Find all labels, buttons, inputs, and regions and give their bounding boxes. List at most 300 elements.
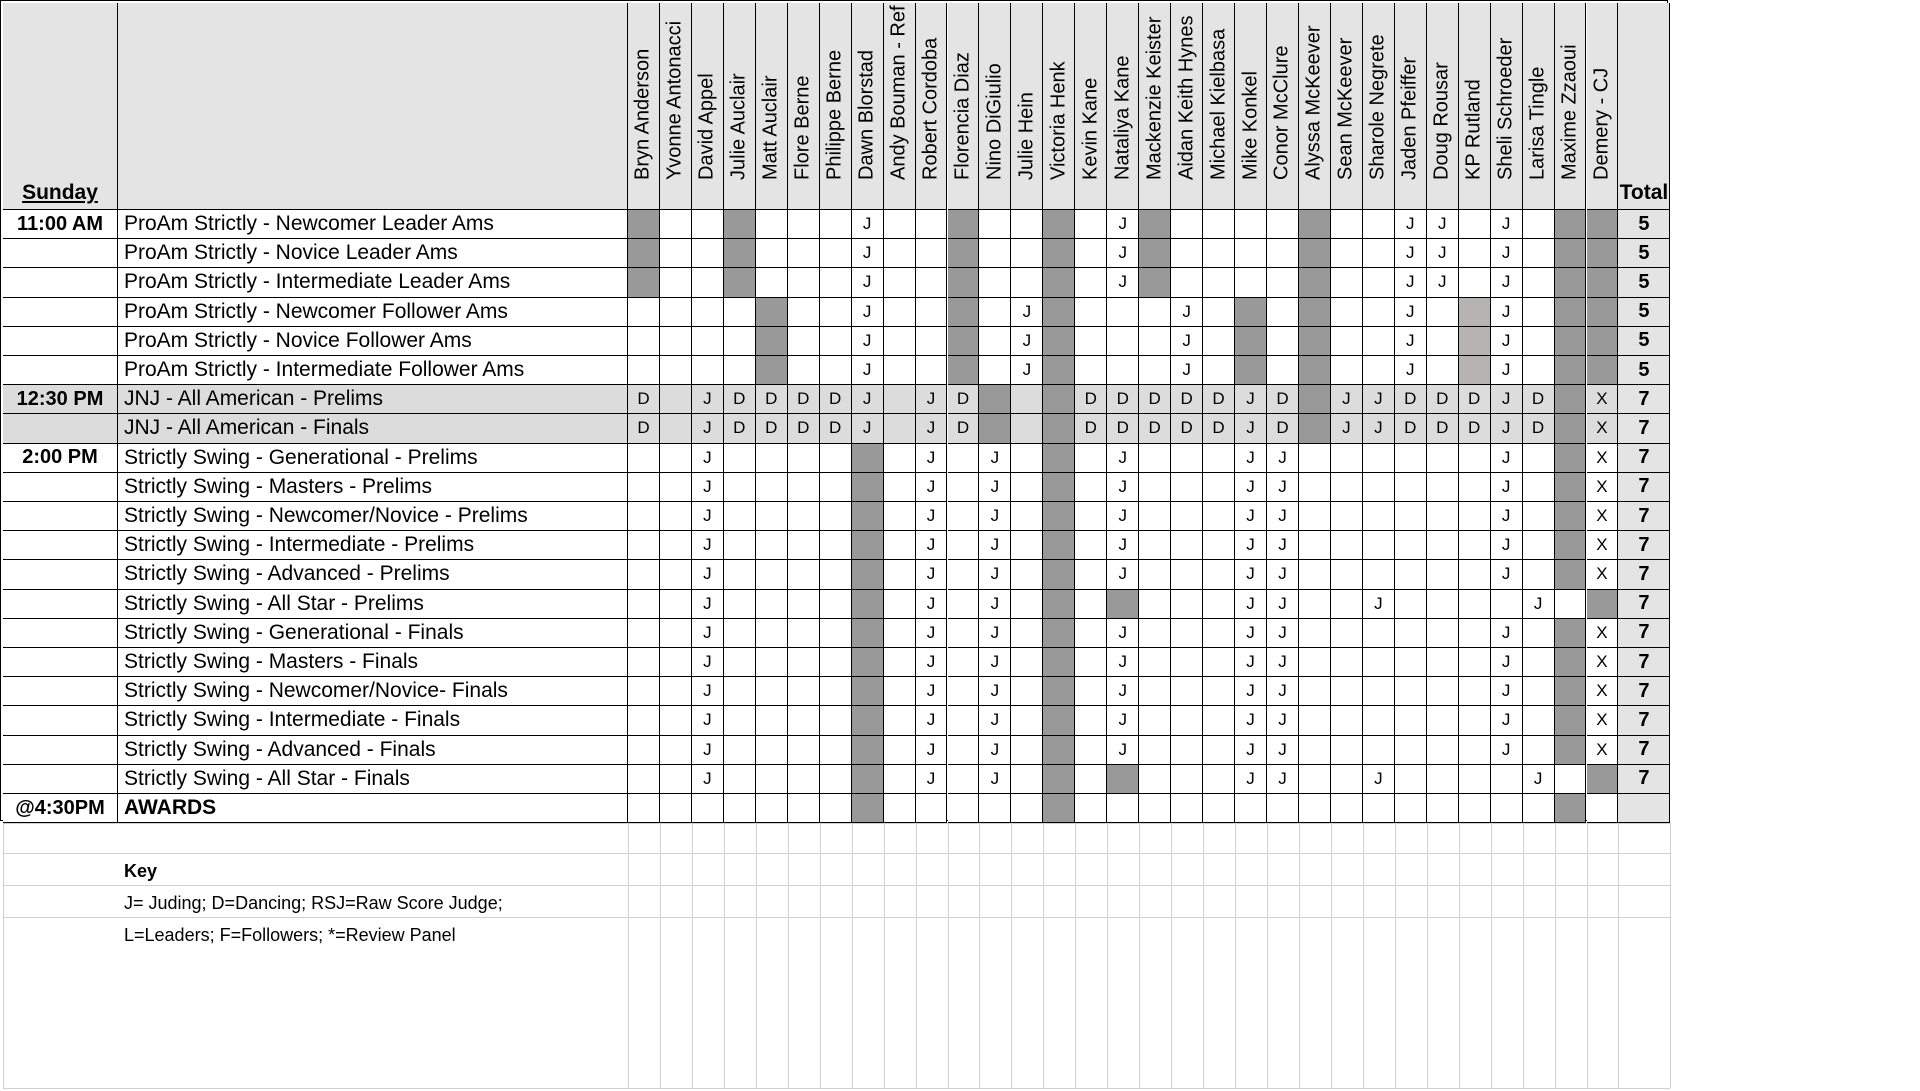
row-judge-cell: J bbox=[1491, 356, 1523, 385]
row-judge-cell: J bbox=[916, 444, 948, 473]
judge-name: Yvonne Antonacci bbox=[663, 20, 686, 180]
row-judge-cell: J bbox=[979, 765, 1011, 794]
row-judge-cell bbox=[1459, 210, 1491, 239]
row-total: 7 bbox=[1618, 385, 1670, 414]
row-judge-cell bbox=[788, 531, 820, 560]
row-time bbox=[3, 765, 118, 794]
row-judge-cell bbox=[1363, 210, 1395, 239]
row-judge-cell: D bbox=[1427, 385, 1459, 414]
row-judge-cell: J bbox=[852, 268, 884, 297]
row-judge-cell bbox=[979, 794, 1011, 823]
row-judge-cell bbox=[948, 794, 980, 823]
row-judge-cell: J bbox=[1491, 327, 1523, 356]
total-label: Total bbox=[1619, 181, 1669, 204]
row-judge-cell: J bbox=[1331, 385, 1363, 414]
judge-header bbox=[1427, 3, 1459, 210]
row-judge-cell bbox=[756, 298, 788, 327]
row-judge-cell: J bbox=[1107, 473, 1139, 502]
row-judge-cell bbox=[884, 706, 916, 735]
row-judge-cell bbox=[1331, 239, 1363, 268]
row-event: Strictly Swing - Masters - Prelims bbox=[118, 473, 628, 502]
row-judge-cell bbox=[948, 502, 980, 531]
row-judge-cell: J bbox=[916, 590, 948, 619]
row-judge-cell: J bbox=[1107, 619, 1139, 648]
row-event: ProAm Strictly - Novice Leader Ams bbox=[118, 239, 628, 268]
row-judge-cell bbox=[1523, 794, 1555, 823]
row-judge-cell bbox=[979, 356, 1011, 385]
row-judge-cell: J bbox=[916, 502, 948, 531]
row-judge-cell: J bbox=[1107, 268, 1139, 297]
row-judge-cell bbox=[628, 268, 660, 297]
row-time bbox=[3, 706, 118, 735]
row-judge-cell bbox=[1555, 706, 1587, 735]
row-judge-cell: D bbox=[1203, 414, 1235, 443]
row-judge-cell bbox=[724, 268, 756, 297]
row-judge-cell bbox=[1587, 268, 1619, 297]
row-judge-cell bbox=[1331, 502, 1363, 531]
row-judge-cell: J bbox=[1107, 444, 1139, 473]
judge-name: Michael Kielbasa bbox=[1207, 28, 1230, 180]
row-judge-cell bbox=[1171, 210, 1203, 239]
row-judge-cell bbox=[820, 677, 852, 706]
row-judge-cell bbox=[1331, 677, 1363, 706]
row-judge-cell bbox=[1043, 210, 1075, 239]
row-judge-cell bbox=[1555, 444, 1587, 473]
row-judge-cell: D bbox=[1171, 414, 1203, 443]
row-judge-cell bbox=[1011, 385, 1043, 414]
row-judge-cell bbox=[1587, 590, 1619, 619]
row-judge-cell: J bbox=[1427, 268, 1459, 297]
row-judge-cell bbox=[979, 385, 1011, 414]
row-judge-cell bbox=[1459, 677, 1491, 706]
row-judge-cell bbox=[1011, 619, 1043, 648]
row-judge-cell: J bbox=[852, 385, 884, 414]
row-judge-cell bbox=[852, 765, 884, 794]
row-judge-cell bbox=[1203, 765, 1235, 794]
row-judge-cell bbox=[1139, 210, 1171, 239]
row-judge-cell bbox=[852, 444, 884, 473]
row-judge-cell bbox=[884, 765, 916, 794]
row-judge-cell bbox=[1011, 531, 1043, 560]
judge-name: Larisa Tingle bbox=[1526, 66, 1549, 180]
row-judge-cell bbox=[660, 794, 692, 823]
row-judge-cell bbox=[852, 473, 884, 502]
row-judge-cell bbox=[884, 327, 916, 356]
row-judge-cell bbox=[1171, 648, 1203, 677]
row-event: Strictly Swing - All Star - Prelims bbox=[118, 590, 628, 619]
row-judge-cell bbox=[788, 765, 820, 794]
row-judge-cell bbox=[1043, 502, 1075, 531]
row-judge-cell bbox=[1267, 356, 1299, 385]
row-judge-cell: X bbox=[1587, 531, 1619, 560]
row-judge-cell bbox=[788, 502, 820, 531]
judge-name: Doug Rousar bbox=[1430, 62, 1453, 180]
row-judge-cell bbox=[1395, 677, 1427, 706]
row-judge-cell bbox=[820, 327, 852, 356]
row-judge-cell bbox=[1555, 765, 1587, 794]
row-judge-cell: D bbox=[1459, 414, 1491, 443]
row-judge-cell bbox=[1267, 268, 1299, 297]
judge-header bbox=[1107, 3, 1139, 210]
row-judge-cell bbox=[820, 531, 852, 560]
judge-header bbox=[1331, 3, 1363, 210]
row-judge-cell bbox=[660, 648, 692, 677]
row-judge-cell bbox=[1555, 619, 1587, 648]
row-judge-cell bbox=[884, 794, 916, 823]
judge-name: Dawn Blorstad bbox=[855, 49, 878, 180]
row-judge-cell bbox=[1395, 706, 1427, 735]
row-judge-cell bbox=[884, 239, 916, 268]
key-title: Key bbox=[124, 861, 158, 882]
grid-line bbox=[3, 823, 1670, 824]
judge-name: Mike Konkel bbox=[1239, 71, 1262, 180]
row-judge-cell bbox=[1107, 794, 1139, 823]
row-judge-cell bbox=[1139, 560, 1171, 589]
row-judge-cell bbox=[724, 473, 756, 502]
row-judge-cell bbox=[724, 706, 756, 735]
row-judge-cell bbox=[1459, 619, 1491, 648]
grid-line bbox=[628, 823, 629, 1088]
row-judge-cell bbox=[1075, 736, 1107, 765]
row-judge-cell bbox=[1203, 473, 1235, 502]
row-judge-cell bbox=[1139, 794, 1171, 823]
row-judge-cell bbox=[852, 590, 884, 619]
key-line-1: J= Juding; D=Dancing; RSJ=Raw Score Judge; bbox=[124, 893, 503, 914]
row-judge-cell bbox=[884, 648, 916, 677]
row-judge-cell: J bbox=[1491, 268, 1523, 297]
row-total: 7 bbox=[1618, 706, 1670, 735]
judge-name: Victoria Henk bbox=[1047, 61, 1070, 180]
row-judge-cell bbox=[788, 677, 820, 706]
row-judge-cell bbox=[1235, 327, 1267, 356]
judge-header bbox=[1075, 3, 1107, 210]
row-judge-cell bbox=[1139, 590, 1171, 619]
row-judge-cell bbox=[1427, 298, 1459, 327]
row-judge-cell bbox=[1427, 765, 1459, 794]
row-judge-cell bbox=[1075, 560, 1107, 589]
row-judge-cell bbox=[1075, 268, 1107, 297]
row-judge-cell bbox=[1523, 210, 1555, 239]
row-judge-cell bbox=[1139, 765, 1171, 794]
row-judge-cell bbox=[756, 736, 788, 765]
row-judge-cell bbox=[1363, 268, 1395, 297]
row-judge-cell bbox=[1459, 590, 1491, 619]
row-judge-cell bbox=[756, 648, 788, 677]
row-judge-cell bbox=[1299, 736, 1331, 765]
row-judge-cell: J bbox=[1235, 765, 1267, 794]
row-judge-cell bbox=[756, 706, 788, 735]
row-judge-cell: J bbox=[852, 356, 884, 385]
row-judge-cell bbox=[948, 210, 980, 239]
row-judge-cell: D bbox=[1107, 385, 1139, 414]
judge-name: Maxime Zzaoui bbox=[1558, 44, 1581, 180]
row-judge-cell bbox=[1427, 794, 1459, 823]
judge-name: Alyssa McKeever bbox=[1302, 25, 1325, 180]
row-judge-cell bbox=[1235, 268, 1267, 297]
row-judge-cell bbox=[1459, 794, 1491, 823]
row-judge-cell bbox=[948, 327, 980, 356]
row-judge-cell bbox=[660, 473, 692, 502]
row-judge-cell bbox=[756, 239, 788, 268]
row-judge-cell bbox=[660, 268, 692, 297]
grid-line bbox=[756, 823, 757, 1088]
grid-line bbox=[1395, 823, 1396, 1088]
row-judge-cell bbox=[1171, 560, 1203, 589]
row-judge-cell bbox=[1171, 677, 1203, 706]
row-judge-cell bbox=[979, 327, 1011, 356]
row-judge-cell bbox=[820, 706, 852, 735]
row-judge-cell bbox=[1427, 706, 1459, 735]
judge-header bbox=[1235, 3, 1267, 210]
row-judge-cell bbox=[1043, 619, 1075, 648]
row-judge-cell bbox=[1043, 765, 1075, 794]
row-judge-cell bbox=[1075, 531, 1107, 560]
judge-header bbox=[884, 3, 916, 210]
row-judge-cell bbox=[948, 268, 980, 297]
row-judge-cell: D bbox=[948, 385, 980, 414]
row-judge-cell bbox=[1075, 502, 1107, 531]
row-judge-cell bbox=[979, 239, 1011, 268]
row-judge-cell bbox=[948, 648, 980, 677]
header-total-cell bbox=[1618, 3, 1670, 210]
row-judge-cell bbox=[1363, 502, 1395, 531]
row-judge-cell bbox=[1555, 531, 1587, 560]
row-time bbox=[3, 239, 118, 268]
row-event: JNJ - All American - Prelims bbox=[118, 385, 628, 414]
judge-name: Jaden Pfeiffer bbox=[1398, 56, 1421, 180]
row-total: 7 bbox=[1618, 736, 1670, 765]
row-judge-cell: J bbox=[979, 473, 1011, 502]
row-judge-cell bbox=[948, 239, 980, 268]
row-event: ProAm Strictly - Novice Follower Ams bbox=[118, 327, 628, 356]
row-judge-cell bbox=[820, 765, 852, 794]
judge-name: Julie Auclair bbox=[727, 73, 750, 180]
row-judge-cell bbox=[1331, 619, 1363, 648]
row-judge-cell bbox=[916, 356, 948, 385]
row-judge-cell: X bbox=[1587, 560, 1619, 589]
row-judge-cell bbox=[1331, 706, 1363, 735]
grid-line bbox=[1075, 823, 1076, 1088]
row-judge-cell bbox=[1555, 414, 1587, 443]
row-judge-cell: J bbox=[692, 677, 724, 706]
grid-line bbox=[852, 823, 853, 1088]
row-judge-cell bbox=[660, 560, 692, 589]
judge-name: Flore Berne bbox=[791, 75, 814, 180]
header-event-cell bbox=[118, 3, 628, 210]
row-judge-cell bbox=[1203, 560, 1235, 589]
row-judge-cell bbox=[1203, 210, 1235, 239]
row-judge-cell: J bbox=[1523, 765, 1555, 794]
row-judge-cell: J bbox=[1107, 706, 1139, 735]
row-judge-cell bbox=[1427, 502, 1459, 531]
row-judge-cell bbox=[1171, 239, 1203, 268]
row-judge-cell bbox=[979, 298, 1011, 327]
row-event: Strictly Swing - Advanced - Prelims bbox=[118, 560, 628, 589]
row-judge-cell bbox=[884, 531, 916, 560]
row-judge-cell bbox=[1459, 502, 1491, 531]
row-judge-cell bbox=[1427, 590, 1459, 619]
row-judge-cell bbox=[1203, 677, 1235, 706]
row-judge-cell bbox=[1299, 239, 1331, 268]
row-judge-cell bbox=[1139, 239, 1171, 268]
row-judge-cell: D bbox=[1427, 414, 1459, 443]
row-event: ProAm Strictly - Intermediate Follower Ams bbox=[118, 356, 628, 385]
row-total: 7 bbox=[1618, 502, 1670, 531]
row-judge-cell bbox=[852, 531, 884, 560]
grid-line bbox=[1267, 823, 1268, 1088]
judge-header bbox=[1171, 3, 1203, 210]
row-judge-cell bbox=[756, 677, 788, 706]
row-judge-cell: J bbox=[1267, 619, 1299, 648]
row-judge-cell bbox=[1555, 356, 1587, 385]
row-event: ProAm Strictly - Newcomer Follower Ams bbox=[118, 298, 628, 327]
row-event: AWARDS bbox=[118, 794, 628, 823]
row-judge-cell bbox=[1587, 765, 1619, 794]
row-judge-cell bbox=[692, 327, 724, 356]
row-judge-cell bbox=[1139, 298, 1171, 327]
row-judge-cell: J bbox=[1491, 736, 1523, 765]
row-judge-cell bbox=[1011, 560, 1043, 589]
row-judge-cell bbox=[628, 502, 660, 531]
row-judge-cell bbox=[1043, 239, 1075, 268]
row-judge-cell bbox=[1299, 706, 1331, 735]
grid-line bbox=[1043, 823, 1044, 1088]
row-judge-cell: J bbox=[1491, 502, 1523, 531]
grid-line bbox=[724, 823, 725, 1088]
grid-line bbox=[3, 853, 1670, 854]
row-judge-cell: J bbox=[979, 619, 1011, 648]
row-judge-cell bbox=[692, 239, 724, 268]
row-judge-cell bbox=[1203, 736, 1235, 765]
row-judge-cell: X bbox=[1587, 619, 1619, 648]
row-judge-cell bbox=[1299, 473, 1331, 502]
row-time bbox=[3, 298, 118, 327]
row-judge-cell: J bbox=[1235, 677, 1267, 706]
row-judge-cell bbox=[1011, 239, 1043, 268]
judge-name: Aidan Keith Hynes bbox=[1175, 15, 1198, 180]
row-time: 2:00 PM bbox=[3, 444, 118, 473]
row-judge-cell bbox=[1363, 473, 1395, 502]
row-judge-cell: J bbox=[692, 648, 724, 677]
row-judge-cell bbox=[1459, 327, 1491, 356]
row-judge-cell bbox=[1459, 356, 1491, 385]
row-judge-cell bbox=[1587, 239, 1619, 268]
row-judge-cell: D bbox=[1395, 385, 1427, 414]
row-judge-cell bbox=[1011, 736, 1043, 765]
judge-header bbox=[660, 3, 692, 210]
row-judge-cell bbox=[628, 560, 660, 589]
row-total: 7 bbox=[1618, 590, 1670, 619]
row-judge-cell: J bbox=[692, 414, 724, 443]
row-judge-cell: J bbox=[916, 677, 948, 706]
row-judge-cell bbox=[820, 502, 852, 531]
row-judge-cell bbox=[628, 356, 660, 385]
row-judge-cell bbox=[1427, 560, 1459, 589]
row-total: 7 bbox=[1618, 531, 1670, 560]
judge-header bbox=[1043, 3, 1075, 210]
row-judge-cell bbox=[820, 210, 852, 239]
row-judge-cell bbox=[1171, 794, 1203, 823]
row-judge-cell bbox=[788, 210, 820, 239]
row-event: Strictly Swing - Generational - Finals bbox=[118, 619, 628, 648]
row-judge-cell bbox=[660, 327, 692, 356]
row-judge-cell: J bbox=[1107, 239, 1139, 268]
row-judge-cell: J bbox=[1363, 765, 1395, 794]
row-judge-cell bbox=[1171, 531, 1203, 560]
row-judge-cell bbox=[1523, 268, 1555, 297]
row-judge-cell: J bbox=[1331, 414, 1363, 443]
row-judge-cell bbox=[1011, 444, 1043, 473]
row-judge-cell: J bbox=[692, 502, 724, 531]
row-judge-cell bbox=[1363, 327, 1395, 356]
row-judge-cell bbox=[820, 794, 852, 823]
row-judge-cell: J bbox=[1491, 619, 1523, 648]
row-judge-cell: J bbox=[979, 502, 1011, 531]
row-judge-cell bbox=[1523, 531, 1555, 560]
grid-line bbox=[1670, 823, 1671, 1088]
row-judge-cell: J bbox=[1491, 385, 1523, 414]
row-judge-cell bbox=[1555, 590, 1587, 619]
row-judge-cell bbox=[1459, 444, 1491, 473]
row-judge-cell: D bbox=[820, 414, 852, 443]
row-judge-cell: X bbox=[1587, 706, 1619, 735]
row-judge-cell bbox=[1075, 239, 1107, 268]
row-judge-cell: D bbox=[1203, 385, 1235, 414]
judge-name: Conor McClure bbox=[1270, 45, 1293, 180]
row-judge-cell bbox=[852, 560, 884, 589]
row-judge-cell bbox=[1523, 677, 1555, 706]
row-judge-cell bbox=[1043, 677, 1075, 706]
row-judge-cell bbox=[916, 327, 948, 356]
row-judge-cell: J bbox=[852, 414, 884, 443]
row-judge-cell bbox=[1395, 502, 1427, 531]
row-judge-cell: J bbox=[1523, 590, 1555, 619]
grid-line bbox=[1523, 823, 1524, 1088]
judge-header bbox=[1491, 3, 1523, 210]
row-judge-cell bbox=[1075, 298, 1107, 327]
row-judge-cell bbox=[756, 619, 788, 648]
row-judge-cell bbox=[1331, 736, 1363, 765]
row-event: Strictly Swing - Intermediate - Finals bbox=[118, 706, 628, 735]
row-judge-cell bbox=[1075, 794, 1107, 823]
row-judge-cell bbox=[1203, 619, 1235, 648]
row-judge-cell bbox=[1011, 414, 1043, 443]
row-judge-cell bbox=[628, 677, 660, 706]
row-judge-cell bbox=[1011, 706, 1043, 735]
row-judge-cell: X bbox=[1587, 444, 1619, 473]
grid-line bbox=[1618, 823, 1619, 1088]
row-judge-cell bbox=[1395, 473, 1427, 502]
row-judge-cell bbox=[1171, 590, 1203, 619]
row-judge-cell bbox=[1363, 736, 1395, 765]
row-judge-cell bbox=[1331, 648, 1363, 677]
row-judge-cell: J bbox=[1235, 444, 1267, 473]
row-judge-cell: D bbox=[1523, 385, 1555, 414]
row-judge-cell bbox=[948, 619, 980, 648]
row-judge-cell: J bbox=[1235, 648, 1267, 677]
row-judge-cell bbox=[1043, 706, 1075, 735]
row-judge-cell bbox=[884, 736, 916, 765]
row-judge-cell: J bbox=[692, 560, 724, 589]
judge-header bbox=[948, 3, 980, 210]
row-judge-cell: J bbox=[1491, 560, 1523, 589]
row-judge-cell bbox=[884, 356, 916, 385]
row-judge-cell bbox=[1075, 210, 1107, 239]
row-judge-cell: J bbox=[1235, 531, 1267, 560]
row-judge-cell bbox=[1043, 356, 1075, 385]
row-judge-cell: X bbox=[1587, 385, 1619, 414]
row-judge-cell bbox=[820, 268, 852, 297]
